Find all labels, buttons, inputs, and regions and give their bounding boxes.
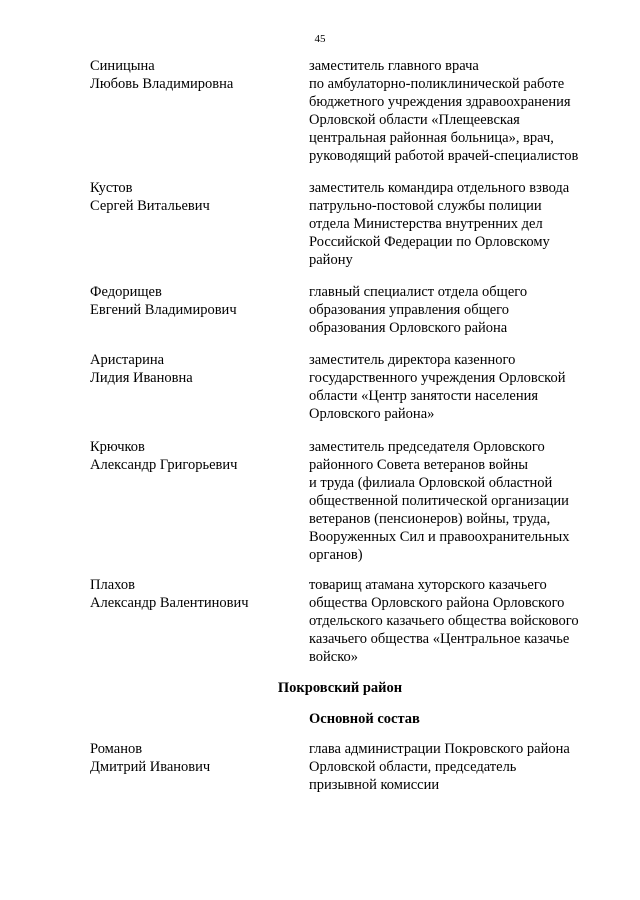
position-line: глава администрации Покровского района [309, 741, 570, 757]
member-given-names: Любовь Владимировна [90, 76, 234, 92]
position-line: району [309, 252, 353, 268]
position-line: центральная районная больница», врач, [309, 130, 554, 146]
position-line: и труда (филиала Орловской областной [309, 475, 553, 491]
subsection-title: Основной состав [309, 711, 420, 727]
position-line: общественной политической организации [309, 493, 569, 509]
position-line: Орловской области «Плещеевская [309, 112, 520, 128]
position-line: призывной комиссии [309, 777, 440, 793]
position-line: Орловского района» [309, 406, 435, 422]
position-line: заместитель главного врача [309, 58, 479, 74]
member-surname: Кустов [90, 180, 133, 196]
member-surname: Романов [90, 741, 143, 757]
member-position [309, 438, 619, 564]
member-position [309, 57, 619, 165]
member-given-names: Александр Валентинович [90, 595, 249, 611]
member-given-names: Сергей Витальевич [90, 198, 210, 214]
member-surname: Федорищев [90, 284, 162, 300]
member-surname: Плахов [90, 577, 135, 593]
position-line: заместитель директора казенного [309, 352, 516, 368]
member-surname: Аристарина [90, 352, 165, 368]
position-line: образования Орловского района [309, 320, 508, 336]
position-line: патрульно-постовой службы полиции [309, 198, 542, 214]
position-line: отдела Министерства внутренних дел [309, 216, 543, 232]
position-line: бюджетного учреждения здравоохранения [309, 94, 571, 110]
position-line: Вооруженных Сил и правоохранительных [309, 529, 570, 545]
member-name [90, 740, 290, 776]
page-number: 45 [314, 33, 326, 45]
position-line: казачьего общества «Центральное казачье [309, 631, 570, 647]
member-name [90, 57, 290, 93]
position-line: Российской Федерации по Орловскому [309, 234, 550, 250]
position-line: области «Центр занятости населения [309, 388, 539, 404]
position-line: общества Орловского района Орловского [309, 595, 565, 611]
position-line: товарищ атамана хуторского казачьего [309, 577, 547, 593]
member-position [309, 283, 619, 337]
member-given-names: Дмитрий Иванович [90, 759, 211, 775]
member-name [90, 179, 290, 215]
member-surname: Синицына [90, 58, 155, 74]
member-given-names: Александр Григорьевич [90, 457, 238, 473]
position-line: войско» [309, 649, 359, 665]
member-given-names: Лидия Ивановна [90, 370, 193, 386]
position-line: главный специалист отдела общего [309, 284, 528, 300]
member-name [90, 283, 290, 319]
position-line: заместитель председателя Орловского [309, 439, 545, 455]
member-surname: Крючков [90, 439, 145, 455]
position-line: Орловской области, председатель [309, 759, 517, 775]
position-line: заместитель командира отдельного взвода [309, 180, 570, 196]
member-position [309, 740, 619, 794]
member-name [90, 438, 290, 474]
position-line: образования управления общего [309, 302, 510, 318]
member-position [309, 351, 619, 423]
section-title: Покровский район [277, 680, 403, 696]
position-line: руководящий работой врачей-специалистов [309, 148, 579, 164]
position-line: органов) [309, 547, 363, 563]
position-line: районного Совета ветеранов войны [309, 457, 529, 473]
position-line: по амбулаторно-поликлинической работе [309, 76, 565, 92]
member-name [90, 576, 290, 612]
position-line: государственного учреждения Орловской [309, 370, 566, 386]
member-name [90, 351, 290, 387]
position-line: отдельского казачьего общества войскового [309, 613, 579, 629]
member-position [309, 576, 619, 666]
member-position [309, 179, 619, 269]
position-line: ветеранов (пенсионеров) войны, труда, [309, 511, 551, 527]
member-given-names: Евгений Владимирович [90, 302, 237, 318]
